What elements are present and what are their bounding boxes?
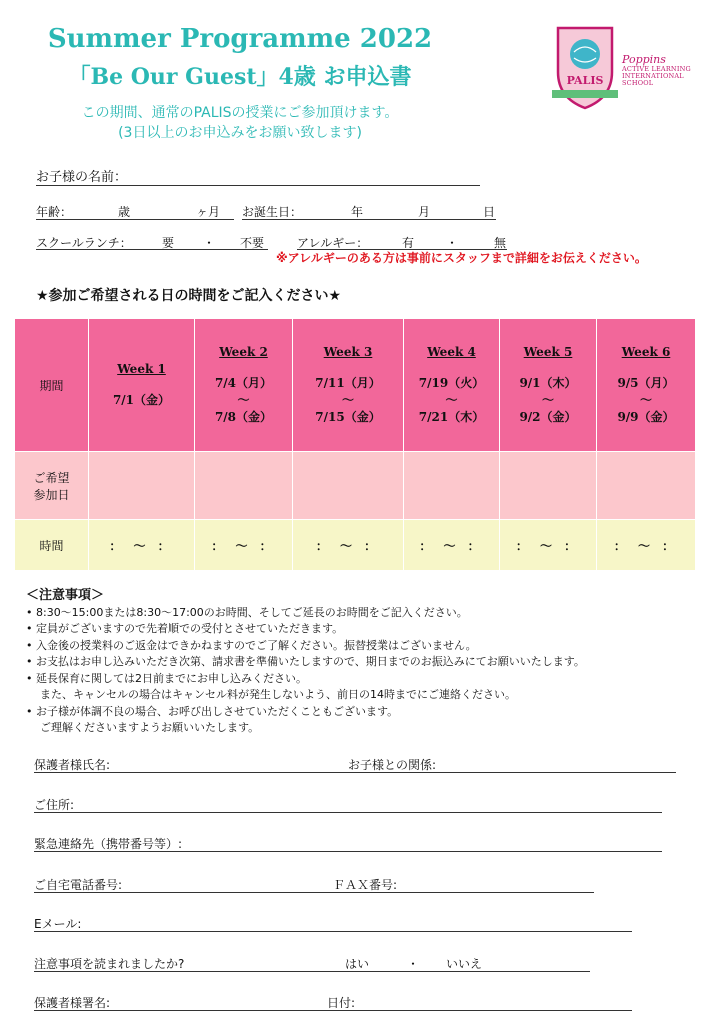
note-item: • 延長保育に関しては2日前までにお申し込みください。 (26, 671, 307, 685)
week-1-cell (89, 319, 195, 452)
week-5-end: 9/2（金） (519, 409, 577, 424)
week-6-start: 9/5（月） (617, 375, 675, 390)
time-row (15, 520, 696, 571)
note-item-continued: また、キャンセルの場合はキャンセル料が発生しないよう、前日の14時までにご連絡ください。 (40, 688, 516, 701)
email-field[interactable] (34, 931, 632, 932)
week-6-time-cell[interactable]: ： 〜 ： (597, 520, 696, 571)
phone-fax-field[interactable] (34, 892, 594, 893)
notes-heading: ＜注意事項＞ (26, 588, 105, 603)
week-1-start: 7/1（金） (112, 392, 171, 407)
week-6-tilde: 〜 (639, 392, 652, 407)
time-label: 時間 (15, 520, 89, 571)
brand-name: Poppins (622, 53, 666, 66)
week-6-cell (597, 319, 696, 452)
crest-ribbon (552, 90, 618, 98)
lunch-field-line (36, 249, 268, 250)
read-notes-field-line (34, 971, 590, 972)
week-1-name: Week 1 (117, 361, 166, 376)
brand-line-1: ACTIVE LEARNING (622, 65, 691, 74)
relation-label: お子様との関係: (348, 758, 437, 772)
notes-section (26, 588, 585, 737)
birthday-year-unit: 年 (351, 205, 364, 219)
week-1-wish-cell[interactable] (89, 452, 195, 520)
intro-text-2: (3日以上のお申込みをお願い致します) (118, 125, 362, 141)
week-2-cell (195, 319, 293, 452)
week-2-time-cell[interactable]: ： 〜 ： (195, 520, 293, 571)
read-no-option[interactable]: いいえ (446, 957, 483, 971)
week-3-start: 7/11（月） (315, 375, 381, 390)
week-5-cell (500, 319, 597, 452)
period-label: 期間 (15, 319, 89, 452)
age-label: 年齢： (36, 205, 73, 219)
age-month-unit: ヶ月 (196, 205, 221, 219)
week-5-name: Week 5 (523, 344, 573, 359)
birthday-day-unit: 日 (483, 205, 496, 219)
guardian-name-label: 保護者様氏名: (34, 758, 111, 772)
lunch-no-option[interactable]: 不要 (240, 236, 265, 250)
week-3-tilde: 〜 (341, 392, 354, 407)
email-label: Eメール: (34, 917, 82, 931)
week-6-end: 9/9（金） (617, 409, 675, 424)
week-2-tilde: 〜 (237, 392, 250, 407)
age-unit: 歳 (118, 205, 131, 219)
note-item-continued: ご理解くださいますようお願いいたします。 (40, 721, 260, 734)
read-separator: ・ (407, 957, 420, 971)
allergy-no-option[interactable]: 無 (494, 236, 507, 250)
note-item: • お子様が体調不良の場合、お呼び出しさせていただくこともございます。 (26, 704, 399, 718)
allergy-yes-option[interactable]: 有 (402, 236, 415, 250)
week-2-name: Week 2 (219, 344, 268, 359)
week-5-tilde: 〜 (541, 392, 554, 407)
week-3-cell (293, 319, 404, 452)
birthday-label: お誕生日： (242, 205, 303, 219)
date-label: 日付: (327, 996, 356, 1010)
week-5-start: 9/1（木） (519, 375, 577, 390)
signature-label: 保護者様署名: (34, 996, 111, 1010)
address-field[interactable] (34, 812, 662, 813)
week-2-end: 7/8（金） (214, 409, 273, 424)
week-5-time-cell[interactable]: ： 〜 ： (500, 520, 597, 571)
crest-text: PALIS (566, 74, 604, 87)
week-5-wish-cell[interactable] (500, 452, 597, 520)
child-name-field[interactable] (36, 185, 480, 186)
signature-date-field[interactable] (34, 1010, 632, 1011)
lunch-separator: ・ (203, 236, 216, 250)
week-2-start: 7/4（月） (214, 375, 273, 390)
fax-label: ＦＡＸ番号: (333, 878, 398, 892)
note-item: • 定員がございますので先着順での受付とさせていただきます。 (26, 622, 344, 635)
brand-line-2: INTERNATIONAL SCHOOL (622, 72, 684, 88)
birthday-field[interactable] (242, 219, 496, 220)
home-phone-label: ご自宅電話番号: (34, 878, 123, 892)
page-title: Summer Programme 2022 (47, 24, 433, 54)
week-4-tilde: 〜 (445, 392, 458, 407)
week-4-wish-cell[interactable] (404, 452, 500, 520)
child-name-label: お子様の名前： (36, 170, 128, 185)
note-item: • お支払はお申し込みいただき次第、請求書を準備いたしますので、期日までのお振込みにてお願いいたします。 (26, 655, 585, 668)
address-label: ご住所: (34, 798, 75, 812)
week-3-end: 7/15（金） (315, 409, 381, 424)
birthday-month-unit: 月 (418, 205, 431, 219)
wish-row (15, 452, 696, 520)
week-6-name: Week 6 (621, 344, 671, 359)
week-6-wish-cell[interactable] (597, 452, 696, 520)
week-4-cell (404, 319, 500, 452)
week-3-wish-cell[interactable] (293, 452, 404, 520)
age-field[interactable] (36, 219, 234, 220)
week-4-start: 7/19（火） (418, 375, 485, 390)
intro-text-1: この期間、通常のPALISの授業にご参加頂けます。 (81, 105, 399, 121)
read-yes-option[interactable]: はい (345, 957, 370, 971)
read-notes-label: 注意事項を読まれましたか? (34, 957, 185, 971)
emergency-contact-field[interactable] (34, 851, 662, 852)
week-4-time-cell[interactable]: ： 〜 ： (404, 520, 500, 571)
week-3-time-cell[interactable]: ： 〜 ： (293, 520, 404, 571)
period-row (15, 319, 696, 452)
page-subtitle: 「Be Our Guest」4歳 お申込書 (68, 64, 412, 90)
lunch-yes-option[interactable]: 要 (162, 236, 175, 250)
schedule-table (14, 318, 696, 571)
brand-text (622, 54, 709, 88)
note-item: • 入金後の授業料のご返金はできかねますのでご了解ください。振替授業はございません。 (26, 638, 477, 652)
wish-label (15, 452, 89, 520)
wish-label-line-2: 参加日 (33, 487, 70, 502)
globe-icon (570, 39, 600, 69)
week-1-time-cell[interactable]: ： 〜 ： (89, 520, 195, 571)
wish-label-line-1: ご希望 (33, 470, 70, 485)
week-4-end: 7/21（木） (418, 409, 485, 424)
week-3-name: Week 3 (323, 344, 373, 359)
guardian-name-field[interactable] (34, 772, 676, 773)
schedule-heading: ★参加ご希望される日の時間をご記入ください★ (36, 288, 342, 304)
note-item: • 8:30〜15:00または8:30〜17:00のお時間、そしてご延長のお時間をご記入ください。 (26, 605, 468, 619)
week-2-wish-cell[interactable] (195, 452, 293, 520)
allergy-label: アレルギー： (297, 236, 369, 250)
allergy-note: ※アレルギーのある方は事前にスタッフまで詳細をお伝えください。 (276, 251, 647, 265)
allergy-separator: ・ (446, 236, 459, 250)
week-4-name: Week 4 (427, 344, 476, 359)
lunch-label: スクールランチ： (36, 236, 132, 250)
emergency-contact-label: 緊急連絡先（携帯番号等）: (34, 837, 183, 851)
